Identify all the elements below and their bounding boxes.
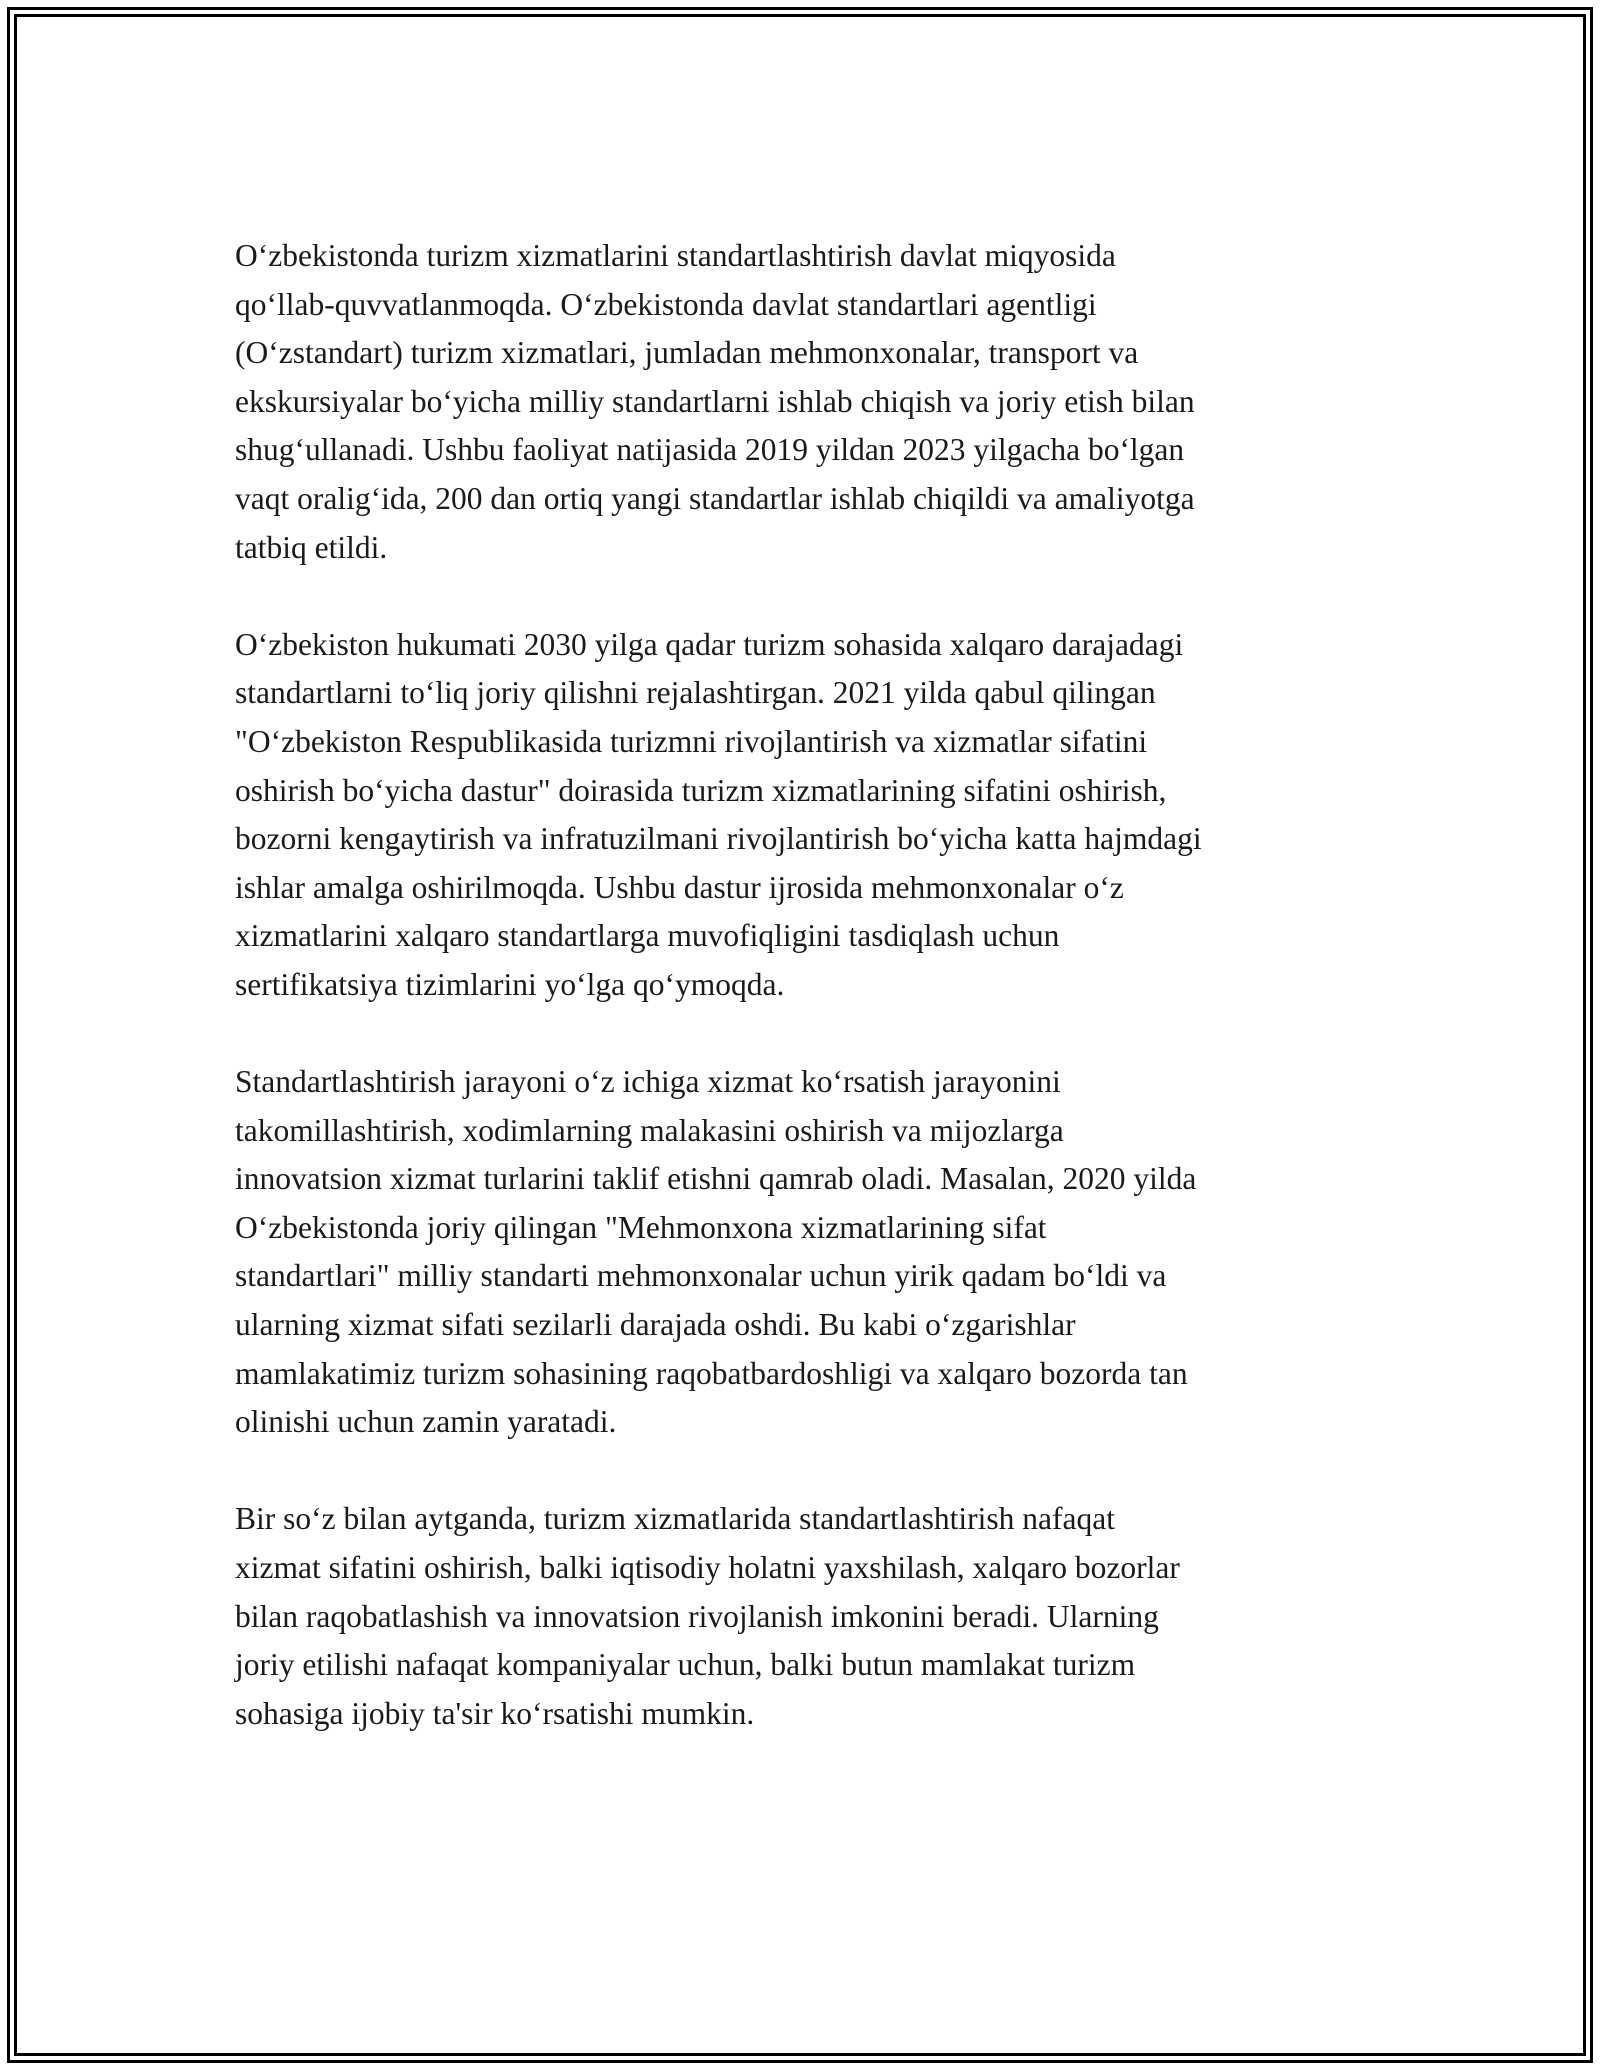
- paragraph-1: O‘zbekistonda turizm xizmatlarini standartlashtirish davlat miqyosida qo‘llab-quvvatlanmoqda. O‘zbekistonda davlat standartlari agentligi (O‘zstandart) turizm xizmatlari, jumladan mehmonxonalar, transport va ekskursiyalar bo‘yicha milliy standartlarni ishlab chiqish va joriy etish bilan shug‘ullanadi. Ushbu faoliyat natijasida 2019 yildan 2023 yilgacha bo‘lgan vaqt oralig‘ida, 200 dan ortiq yangi standartlar ishlab chiqildi va amaliyotga tatbiq etildi.: [235, 238, 1195, 565]
- paragraph-4: Bir so‘z bilan aytganda, turizm xizmatlarida standartlashtirish nafaqat xizmat sifatini oshirish, balki iqtisodiy holatni yaxshilash, xalqaro bozorlar bilan raqobatlashish va innovatsion rivojlanish imkonini beradi. Ularning joriy etilishi nafaqat kompaniyalar uchun, balki butun mamlakat turizm sohasiga ijobiy ta'sir ko‘rsatishi mumkin.: [235, 1501, 1180, 1731]
- paragraph-3: Standartlashtirish jarayoni o‘z ichiga xizmat ko‘rsatish jarayonini takomillashtirish, xodimlarning malakasini oshirish va mijozlarga innovatsion xizmat turlarini taklif etishni qamrab oladi. Masalan, 2020 yilda O‘zbekistonda joriy qilingan "Mehmonxona xizmatlarining sifat standartlari" milliy standarti mehmonxonalar uchun yirik qadam bo‘ldi va ularning xizmat sifati sezilarli darajada oshdi. Bu kabi o‘zgarishlar mamlakatimiz turizm sohasining raqobatbardoshligi va xalqaro bozorda tan olinishi uchun zamin yaratadi.: [235, 1064, 1197, 1440]
- paragraph-2: O‘zbekiston hukumati 2030 yilga qadar turizm sohasida xalqaro darajadagi standartlarni to‘liq joriy qilishni rejalashtirgan. 2021 yilda qabul qilingan "O‘zbekiston Respublikasida turizmni rivojlantirish va xizmatlar sifatini oshirish bo‘yicha dastur" doirasida turizm xizmatlarining sifatini oshirish, bozorni kengaytirish va infratuzilmani rivojlantirish bo‘yicha katta hajmdagi ishlar amalga oshirilmoqda. Ushbu dastur ijrosida mehmonxonalar o‘z xizmatlarini xalqaro standartlarga muvofiqligini tasdiqlash uchun sertifikatsiya tizimlarini yo‘lga qo‘ymoqda.: [235, 626, 1202, 1002]
- document-body: [235, 232, 1410, 1787]
